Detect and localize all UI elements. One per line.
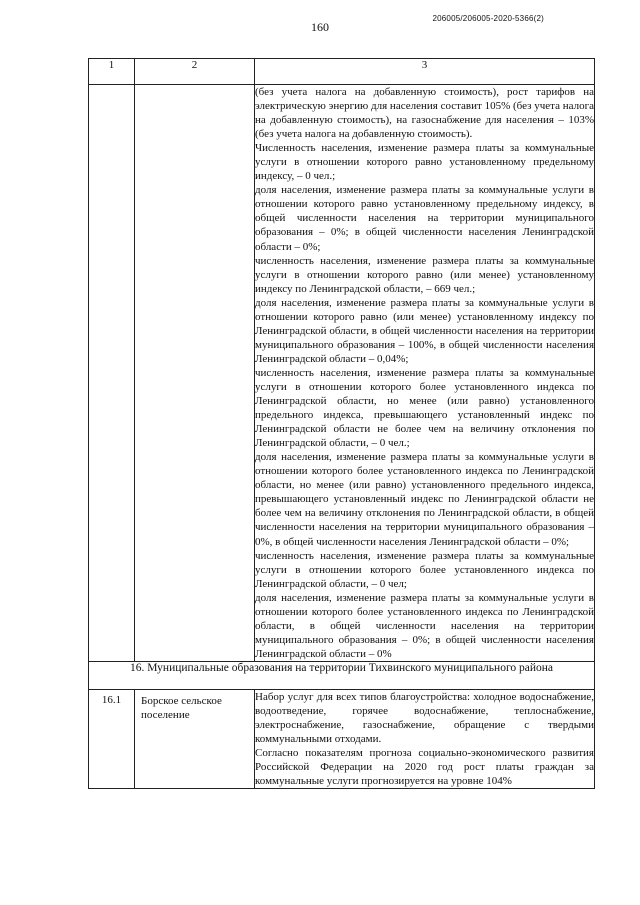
paragraph: численность населения, изменение размера платы за коммунальные услуги в отношении которого равно (или менее) установленному индексу по Ленинградской области, – 669 чел.; [255,254,594,295]
tariff-table [88,58,595,789]
continuation-cell-name [135,85,255,662]
paragraph: доля населения, изменение размера платы за коммунальные услуги в отношении которого более установленного индекса по Ленинградской области, но менее (или равно) установленного предельного индекса, превышающего установленный индекс по Ленинградской области не более чем на величину отклонения по Ленинградской области, в общей численности населения на территории муниципального образования – 0%, в общей численности населения Ленинградской области – 0%; [255,451,594,548]
column-header-2: 2 [135,59,255,85]
page-number: 160 [311,20,329,34]
row-number: 16.1 [89,689,135,788]
paragraph: доля населения, изменение размера платы за коммунальные услуги в отношении которого более установленного индекса по Ленинградской области, в общей численности населения на территории муниципального образования – 0%; в общей численности населения Ленинградской области – 0% [255,591,594,660]
row-description [255,689,595,788]
section-row [89,661,595,689]
paragraph: Численность населения, изменение размера платы за коммунальные услуги в отношении которого равно установленному предельному индексу, – 0 чел.; [255,142,594,183]
column-header-row [89,59,595,85]
document-code: 206005/206005-2020-5366(2) [432,14,544,23]
paragraph: доля населения, изменение размера платы за коммунальные услуги в отношении которого равно (или менее) установленному индексу по Ленинградской области, в общей численности населения на территории муниципального образования – 100%, в общей численности населения Ленинградской области – 0,04%; [255,296,594,365]
table-row-16-1 [89,689,595,788]
paragraph: численность населения, изменение размера платы за коммунальные услуги в отношении которого более установленного индекса по Ленинградской области, – 0 чел; [255,549,594,590]
paragraph: (без учета налога на добавленную стоимость), рост тарифов на электрическую энергию для населения составит 105% (без учета налога на добавленную стоимость), на газоснабжение для населения – 103% (без учета налога на добавленную стоимость). [255,86,594,141]
section-title: 16. Муниципальные образования на территории Тихвинского муниципального района [89,661,595,689]
paragraph: численность населения, изменение размера платы за коммунальные услуги в отношении которого более установленного индекса по Ленинградской области, но менее (или равно) установленного предельного индекса, превышающего установленный индекс по Ленинградской области не более чем на величину отклонения по Ленинградской области, – 0 чел.; [255,366,594,450]
paragraph: доля населения, изменение размера платы за коммунальные услуги в отношении которого равно установленному предельному индексу, в общей численности населения на территории муниципального образования – 0%; в общей численности населения Ленинградской области – 0%; [255,184,594,253]
column-header-1: 1 [89,59,135,85]
paragraph: Набор услуг для всех типов благоустройства: холодное водоснабжение, водоотведение, горячее водоснабжение, теплоснабжение, электроснабжение, газоснабжение, обращение с твердыми коммунальными отходами. [255,690,594,746]
column-header-3: 3 [255,59,595,85]
continuation-cell-text [255,85,595,662]
municipality-name: Борское сельское поселение [135,689,255,788]
continuation-cell-number [89,85,135,662]
continuation-row [89,85,595,662]
paragraph: Согласно показателям прогноза социально-экономического развития Российской Федерации на 2020 год рост платы граждан за коммунальные услуги прогнозируется на уровне 104% [255,747,594,788]
